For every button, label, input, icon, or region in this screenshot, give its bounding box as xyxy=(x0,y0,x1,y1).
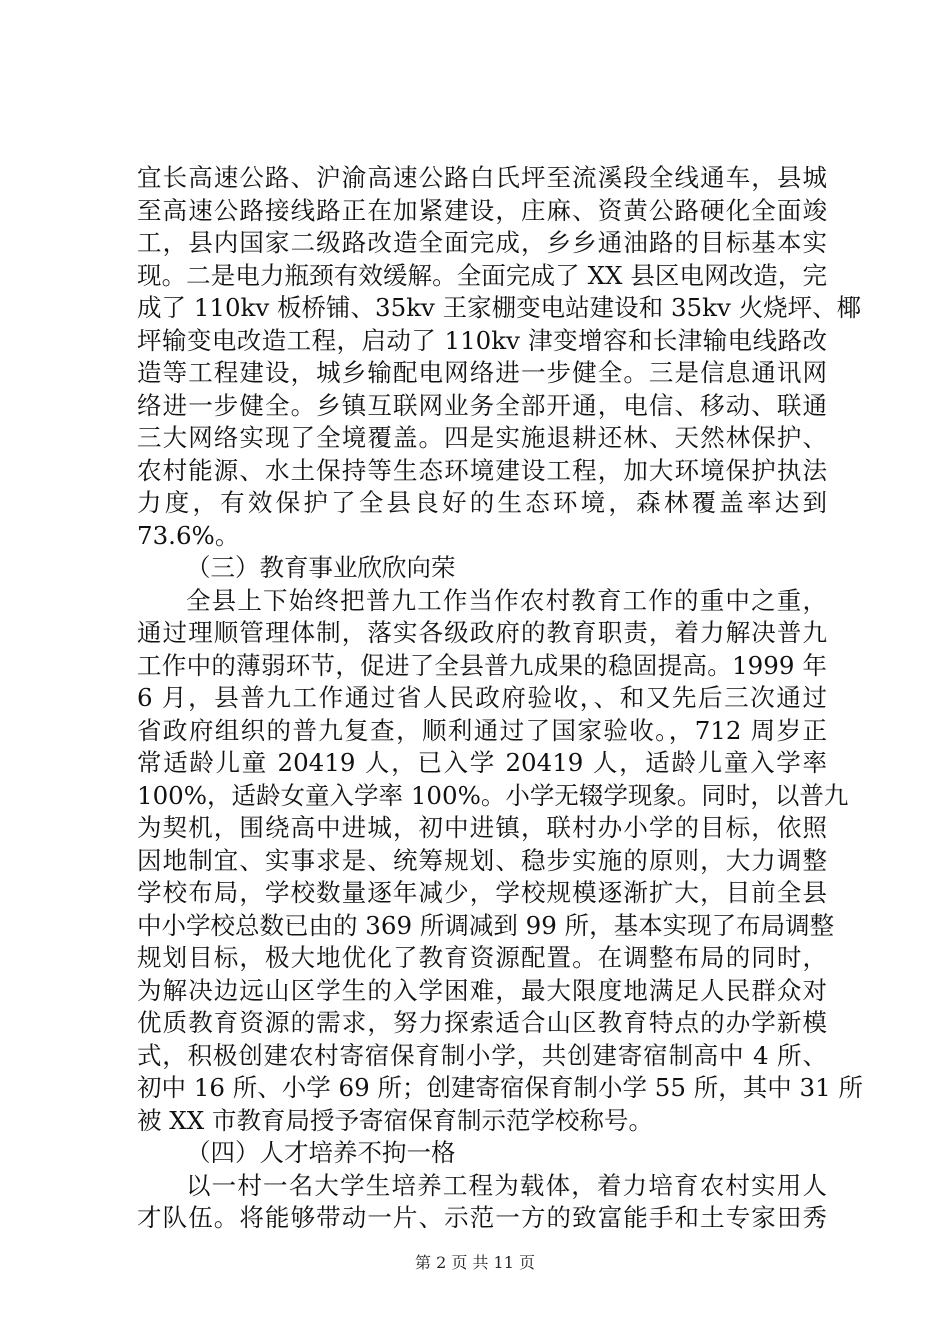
text-line: 现。二是电力瓶颈有效缓解。全面完成了 XX 县区电网改造，完 xyxy=(137,260,827,290)
text-line: 全县上下始终把普九工作当作农村教育工作的重中之重， xyxy=(186,585,827,615)
text-line: 学校布局，学校数量逐年减少，学校规模逐渐扩大，目前全县 xyxy=(137,878,827,907)
text-line: 络进一步健全。乡镇互联网业务全部开通，电信、移动、联通 xyxy=(137,390,827,420)
text-line: 宜长高速公路、沪渝高速公路白氏坪至流溪段全线通车，县城 xyxy=(137,163,827,192)
text-line: 农村能源、水土保持等生态环境建设工程，加大环境保护执法 xyxy=(137,455,827,485)
text-line: 成了 110kv 板桥铺、35kv 王家棚变电站建设和 35kv 火烧坪、椰 xyxy=(137,293,862,322)
text-line: 因地制宜、实事求是、统筹规划、稳步实施的原则，大力调整 xyxy=(137,845,827,875)
text-line: 省政府组织的普九复查，顺利通过了国家验收。，712 周岁正 xyxy=(137,715,827,745)
text-line: 三大网络实现了全境覆盖。四是实施退耕还林、天然林保护、 xyxy=(137,423,827,452)
paragraph-education xyxy=(137,585,864,1138)
text-line: 被 XX 市教育局授予寄宿保育制示范学校称号。 xyxy=(137,1105,653,1135)
page-footer: 第 2 页 共 11 页 xyxy=(415,1253,535,1272)
text-line: 规划目标，极大地优化了教育资源配置。在调整布局的同时， xyxy=(137,943,827,972)
text-line: 优质教育资源的需求，努力探索适合山区教育特点的办学新模 xyxy=(137,1008,827,1037)
section-heading-talent: （四）人才培养不拘一格 xyxy=(186,1138,456,1167)
document-body xyxy=(137,162,864,1235)
text-line: 坪输变电改造工程，启动了 110kv 津变增容和长津输电线路改 xyxy=(137,325,827,355)
text-line: 工，县内国家二级路改造全面完成，乡乡通油路的目标基本实 xyxy=(137,228,827,257)
text-line: 力度，有效保护了全县良好的生态环境，森林覆盖率达到 xyxy=(137,488,827,517)
paragraph-talent xyxy=(137,1170,827,1235)
text-line: 才队伍。将能够带动一片、示范一方的致富能手和土专家田秀 xyxy=(137,1203,827,1232)
text-line: 中小学校总数已由的 369 所调减到 99 所，基本实现了布局调整 xyxy=(137,910,835,940)
text-line: 100%，适龄女童入学率 100%。小学无辍学现象。同时，以普九 xyxy=(137,780,849,810)
text-line: 式，积极创建农村寄宿保育制小学，共创建寄宿制高中 4 所、 xyxy=(137,1040,827,1070)
text-line: 至高速公路接线路正在加紧建设，庄麻、资黄公路硬化全面竣 xyxy=(137,195,827,225)
text-line: 造等工程建设，城乡输配电网络进一步健全。三是信息通讯网 xyxy=(137,358,827,387)
text-line: 常适龄儿童 20419 人，已入学 20419 人，适龄儿童入学率 xyxy=(137,748,827,777)
paragraph-infrastructure xyxy=(137,162,862,552)
text-line: 为契机，围绕高中进城，初中进镇，联村办小学的目标，依照 xyxy=(137,813,827,842)
text-line: 以一村一名大学生培养工程为载体，着力培育农村实用人 xyxy=(186,1170,827,1200)
text-line: 73.6%。 xyxy=(137,520,240,550)
text-line: 初中 16 所、小学 69 所；创建寄宿保育制小学 55 所，其中 31 所 xyxy=(137,1073,864,1102)
text-line: 工作中的薄弱环节，促进了全县普九成果的稳固提高。1999 年 xyxy=(137,650,827,680)
section-heading-education: （三）教育事业欣欣向荣 xyxy=(186,553,456,582)
text-line: 为解决边远山区学生的入学困难，最大限度地满足人民群众对 xyxy=(137,975,827,1005)
text-line: 通过理顺管理体制，落实各级政府的教育职责，着力解决普九 xyxy=(137,618,827,647)
text-line: 6 月，县普九工作通过省人民政府验收，、和又先后三次通过 xyxy=(137,683,827,712)
